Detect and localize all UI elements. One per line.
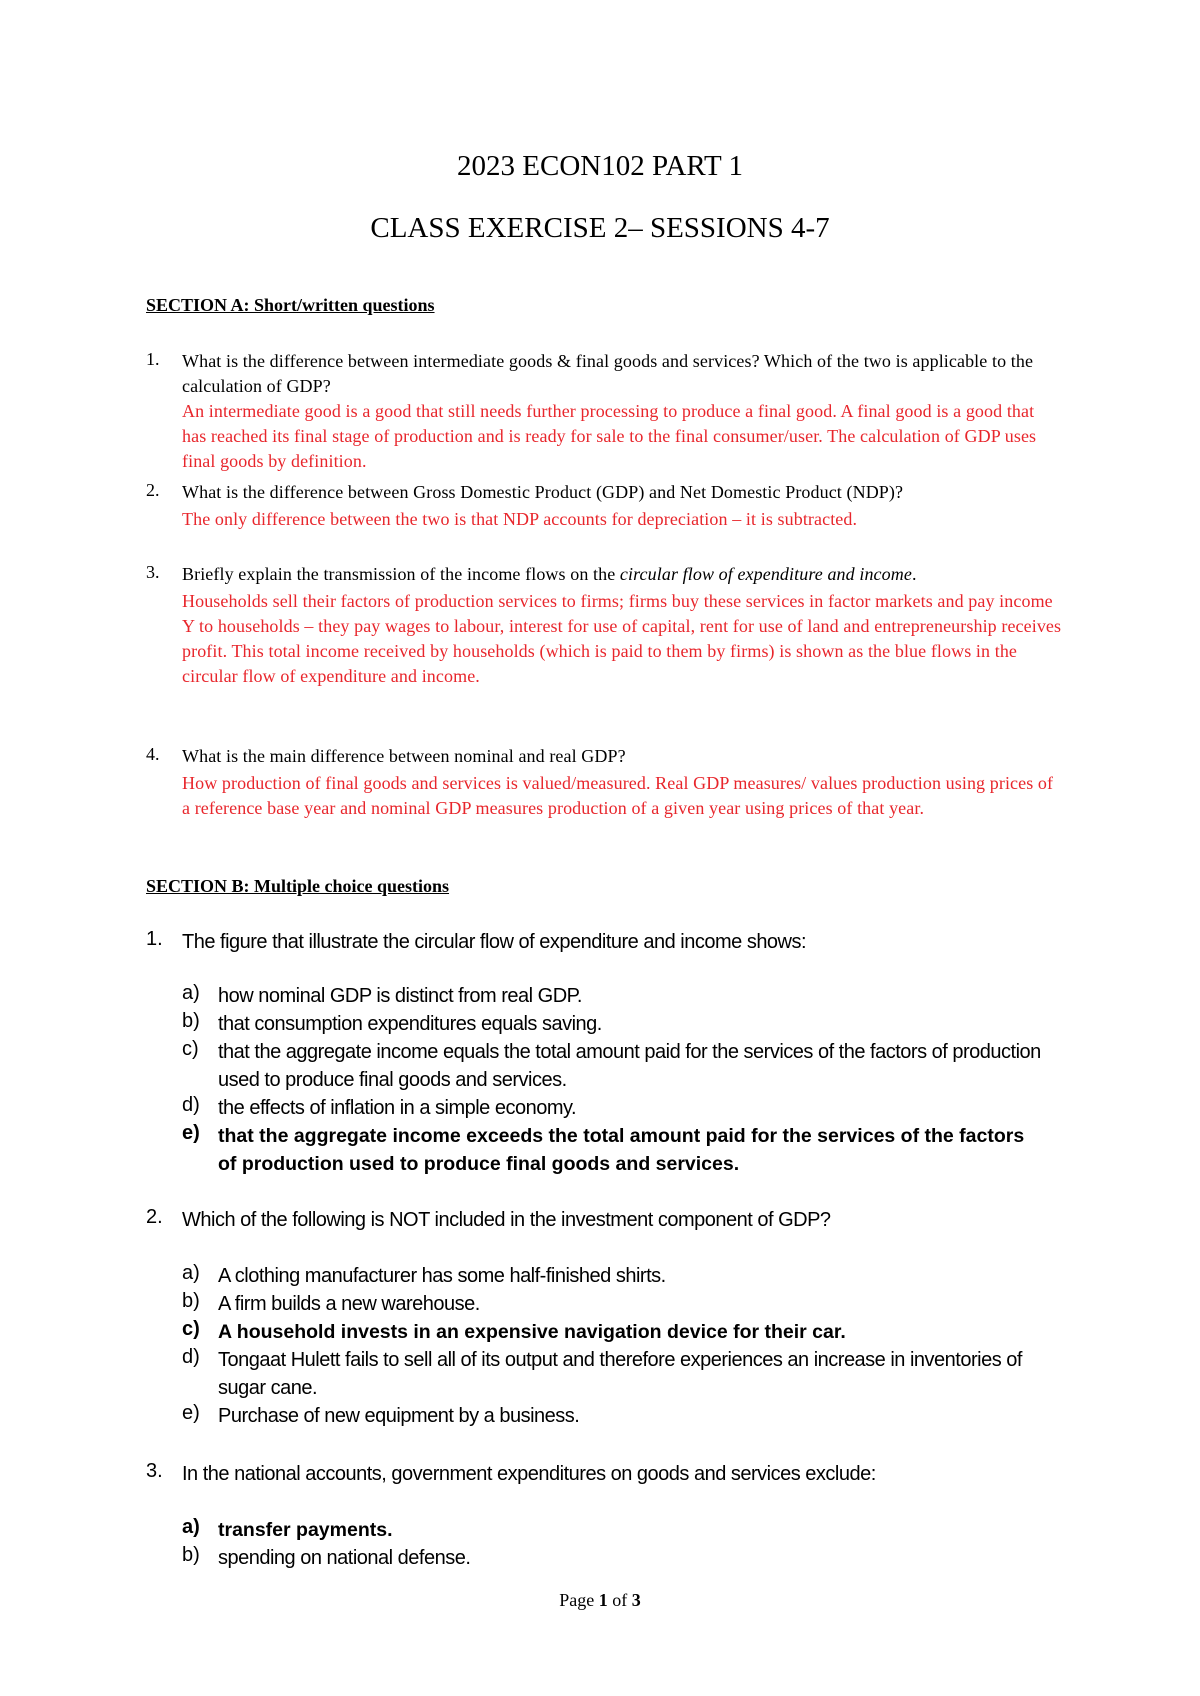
short-question bbox=[182, 349, 1062, 474]
of-word: of bbox=[612, 1590, 628, 1610]
mcq-number: 2. bbox=[146, 1206, 163, 1228]
option-text: how nominal GDP is distinct from real GDP. bbox=[218, 985, 582, 1007]
option-letter: c) bbox=[182, 1038, 199, 1060]
question-number: 3. bbox=[146, 562, 160, 582]
short-question bbox=[182, 744, 1062, 821]
question-text: What is the difference between intermediate goods & final goods and services? Which of the two is applicable to the calculation of GDP? bbox=[182, 351, 1034, 396]
option-letter: d) bbox=[182, 1346, 200, 1368]
option-letter: d) bbox=[182, 1094, 200, 1116]
option-text: that the aggregate income equals the total amount paid for the services of the factors of production used to produce final goods and services. bbox=[218, 1041, 1041, 1091]
option-text: that consumption expenditures equals saving. bbox=[218, 1013, 602, 1035]
question-text bbox=[182, 562, 1062, 587]
mcq-question: Which of the following is NOT included in the investment component of GDP? bbox=[182, 1209, 831, 1231]
answer-text: The only difference between the two is that NDP accounts for depreciation – it is subtracted. bbox=[182, 509, 858, 529]
document-title: 2023 ECON102 PART 1 bbox=[457, 150, 743, 182]
question-number: 1. bbox=[146, 349, 160, 369]
option-letter: b) bbox=[182, 1010, 200, 1032]
option-text: spending on national defense. bbox=[218, 1547, 471, 1569]
option-text-correct: that the aggregate income exceeds the total amount paid for the services of the factors of production used to produce final goods and services. bbox=[218, 1125, 1025, 1175]
option-text-correct: A household invests in an expensive navigation device for their car. bbox=[218, 1321, 846, 1343]
short-question bbox=[182, 480, 1062, 532]
answer-text: How production of final goods and services is valued/measured. Real GDP measures/ values production using prices of a reference base year and nominal GDP measures production of a given year using prices of that year. bbox=[182, 773, 1054, 818]
option-text: A clothing manufacturer has some half-finished shirts. bbox=[218, 1265, 666, 1287]
question-text: What is the difference between Gross Domestic Product (GDP) and Net Domestic Product (NDP)? bbox=[182, 482, 904, 502]
option-letter: b) bbox=[182, 1544, 200, 1566]
short-question bbox=[182, 562, 1062, 689]
question-number: 2. bbox=[146, 480, 160, 500]
mcq-question: In the national accounts, government expenditures on goods and services exclude: bbox=[182, 1463, 876, 1485]
page-number: 1 bbox=[598, 1590, 608, 1610]
option-letter: a) bbox=[182, 982, 200, 1004]
option-text: the effects of inflation in a simple economy. bbox=[218, 1097, 577, 1119]
page-footer bbox=[0, 1590, 1200, 1611]
question-text-prefix: Briefly explain the transmission of the income flows on the bbox=[182, 564, 620, 584]
section-a-heading: SECTION A: Short/written questions bbox=[146, 295, 435, 315]
total-pages: 3 bbox=[631, 1590, 641, 1610]
option-text: Purchase of new equipment by a business. bbox=[218, 1405, 580, 1427]
option-letter: b) bbox=[182, 1290, 200, 1312]
question-text-italic: circular flow of expenditure and income bbox=[619, 564, 912, 584]
page-word: Page bbox=[559, 1590, 595, 1610]
option-text: A firm builds a new warehouse. bbox=[218, 1293, 480, 1315]
section-b-heading: SECTION B: Multiple choice questions bbox=[146, 876, 450, 896]
option-text-correct: transfer payments. bbox=[218, 1519, 393, 1541]
answer-text: An intermediate good is a good that still needs further processing to produce a final good. A final good is a good that has reached its final stage of production and is ready for sale to the final consumer/user. The calculation of GDP uses final goods by definition. bbox=[182, 401, 1037, 471]
option-letter: a) bbox=[182, 1262, 200, 1284]
document-subtitle: CLASS EXERCISE 2– SESSIONS 4-7 bbox=[370, 212, 830, 244]
mcq-number: 1. bbox=[146, 928, 163, 950]
mcq-number: 3. bbox=[146, 1460, 163, 1482]
option-text: Tongaat Hulett fails to sell all of its output and therefore experiences an increase in inventories of sugar cane. bbox=[218, 1349, 1022, 1399]
option-letter: e) bbox=[182, 1402, 200, 1424]
question-text-suffix: . bbox=[911, 564, 917, 584]
mcq-question: The figure that illustrate the circular flow of expenditure and income shows: bbox=[182, 931, 807, 953]
answer-text: Households sell their factors of production services to firms; firms buy these services in factor markets and pay income Y to households – they pay wages to labour, interest for use of capital, rent for use of land and entrepreneurship receives profit. This total income received by households (which is paid to them by firms) is shown as the blue flows in the circular flow of expenditure and income. bbox=[182, 591, 1062, 686]
option-letter-correct: a) bbox=[182, 1516, 200, 1538]
option-letter-correct: e) bbox=[182, 1122, 200, 1144]
question-text: What is the main difference between nominal and real GDP? bbox=[182, 746, 626, 766]
option-letter-correct: c) bbox=[182, 1318, 200, 1340]
question-number: 4. bbox=[146, 744, 160, 764]
